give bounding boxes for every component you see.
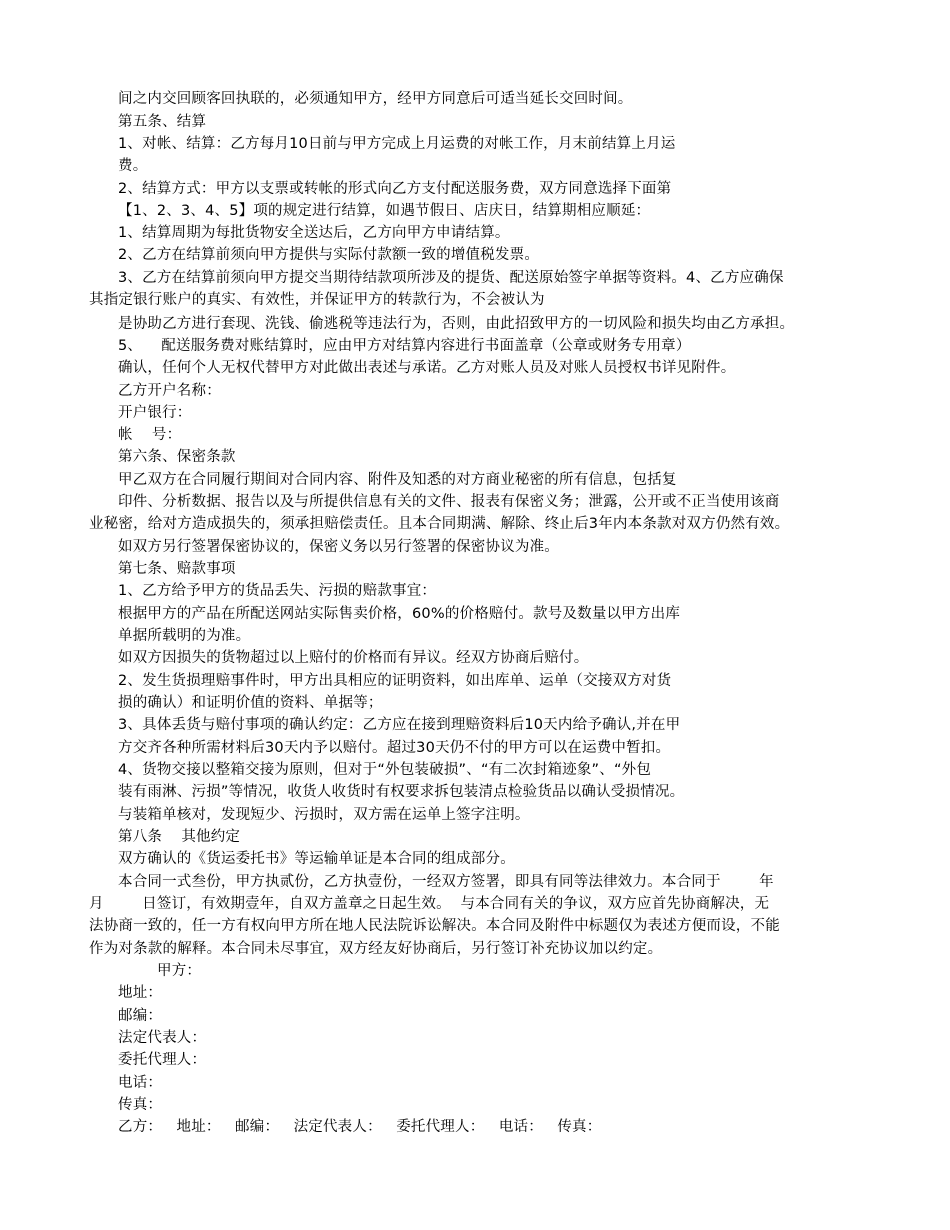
text-line: 装有雨淋、污损”等情况，收货人收货时有权要求拆包装清点检验货品以确认受损情况。 [118,784,685,800]
text-line: 2、乙方在结算前须向甲方提供与实际付款额一致的增值税发票。 [118,247,540,263]
section-heading: 第八条 其他约定 [118,829,241,845]
text-line: 方交齐各种所需材料后30天内予以赔付。超过30天仍不付的甲方可以在运费中暂扣。 [118,740,671,756]
text-line: 双方确认的《货运委托书》等运输单证是本合同的组成部分。 [118,851,515,867]
text-line: 2、结算方式：甲方以支票或转帐的形式向乙方支付配送服务费，双方同意选择下面第 [118,181,672,197]
text-line: 乙方开户名称： [118,383,221,399]
text-line: 损的确认）和证明价值的资料、单据等； [118,695,383,711]
text-line: 开户银行： [118,405,192,421]
text-line: 根据甲方的产品在所配送网站实际售卖价格，60%的价格赔付。款号及数量以甲方出库 [118,606,681,622]
text-line: 3、具体丢货与赔付事项的确认约定：乙方应在接到理赔资料后10天内给予确认,并在甲 [118,717,681,733]
text-line: 甲乙双方在合同履行期间对合同内容、附件及知悉的对方商业秘密的所有信息，包括复 [118,472,677,488]
text-line: 本合同一式叁份，甲方执贰份，乙方执壹份，一经双方签署，即具有同等法律效力。本合同于 年 [118,874,774,890]
text-line: 确认，任何个人无权代替甲方对此做出表述与承诺。乙方对账人员及对账人员授权书详见附件。 [118,360,736,376]
text-line: 作为对条款的解释。本合同未尽事宜，双方经友好协商后，另行签订补充协议加以约定。 [89,941,663,957]
text-line: 印件、分析数据、报告以及与所提供信息有关的文件、报表有保密义务；泄露，公开或不正当使用该商 [118,494,780,510]
text-line: 法协商一致的，任一方有权向甲方所在地人民法院诉讼解决。本合同及附件中标题仅为表述方便而设，不能 [89,918,780,934]
text-line: 与装箱单核对，发现短少、污损时，双方需在运单上签字注明。 [118,807,530,823]
text-line: 是协助乙方进行套现、洗钱、偷逃税等违法行为，否则，由此招致甲方的一切风险和损失均由乙方承担。 [118,316,795,332]
section-heading: 第六条、保密条款 [118,449,236,465]
text-line: 月 日签订，有效期壹年，自双方盖章之日起生效。 与本合同有关的争议，双方应首先协商解决，无 [89,896,770,912]
text-line: 1、乙方给予甲方的货品丢失、污损的赔款事宜： [118,583,437,599]
text-line: 3、乙方在结算前须向甲方提交当期待结款项所涉及的提货、配送原始签字单据等资料。4、乙方应确保 [118,270,784,286]
postcode-label: 邮编： [118,1008,163,1024]
section-heading: 第五条、结算 [118,114,207,130]
text-line: 4、货物交接以整箱交接为原则，但对于“外包装破损”、“有二次封箱迹象”、“外包 [118,762,652,778]
text-line: 2、发生货损理赔事件时，甲方出具相应的证明资料，如出库单、运单（交接双方对货 [118,673,672,689]
text-line: 帐 号： [118,427,182,443]
text-line: 【1、2、3、4、5】项的规定进行结算，如遇节假日、店庆日，结算期相应顺延： [118,203,651,219]
authorized-agent-label: 委托代理人： [118,1052,207,1068]
section-heading: 第七条、赔款事项 [118,561,236,577]
party-a-label: 甲方： [157,963,202,979]
text-line: 如双方因损失的货物超过以上赔付的价格而有异议。经双方协商后赔付。 [118,650,589,666]
text-line: 间之内交回顾客回执联的，必须通知甲方，经甲方同意后可适当延长交回时间。 [118,91,633,107]
text-line: 1、对帐、结算：乙方每月10日前与甲方完成上月运费的对帐工作，月末前结算上月运 [118,136,676,152]
text-line: 其指定银行账户的真实、有效性，并保证甲方的转款行为，不会被认为 [89,292,545,308]
phone-label: 电话： [118,1075,163,1091]
text-line: 5、 配送服务费对账结算时，应由甲方对结算内容进行书面盖章（公章或财务专用章） [118,338,691,354]
legal-representative-label: 法定代表人： [118,1030,207,1046]
text-line: 如双方另行签署保密协议的，保密义务以另行签署的保密协议为准。 [118,539,559,555]
text-line: 1、结算周期为每批货物安全送达后，乙方向甲方申请结算。 [118,225,510,241]
party-b-signature-line: 乙方： 地址： 邮编： 法定代表人： 委托代理人： 电话： 传真： [118,1119,602,1135]
text-line: 单据所载明的为准。 [118,628,251,644]
text-line: 费。 [118,158,148,174]
address-label: 地址： [118,985,163,1001]
text-line: 业秘密，给对方造成损失的，须承担赔偿责任。且本合同期满、解除、终止后3年内本条款对双方仍然有效。 [89,516,790,532]
fax-label: 传真： [118,1097,163,1113]
